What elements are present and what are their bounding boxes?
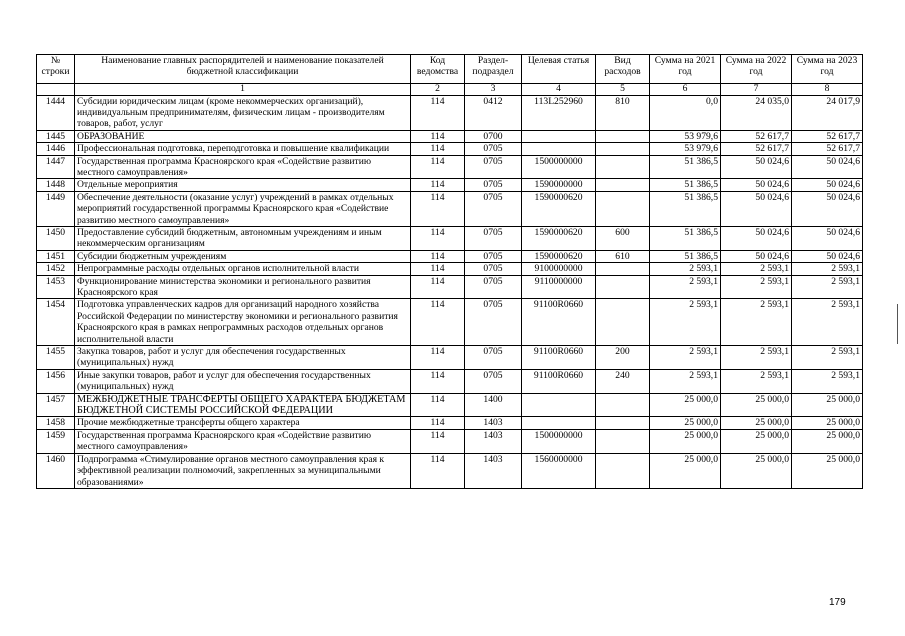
row-department-code: 114 <box>411 143 465 155</box>
row-number: 1448 <box>37 179 75 191</box>
table-row <box>37 155 863 179</box>
row-sum-2021: 0,0 <box>650 95 721 130</box>
row-expense-type <box>596 417 650 429</box>
row-number: 1449 <box>37 191 75 226</box>
row-target-article: 113L252960 <box>522 95 596 130</box>
row-sum-2023: 2 593,1 <box>792 369 863 393</box>
table-row <box>37 191 863 226</box>
row-number: 1456 <box>37 369 75 393</box>
row-expense-type <box>596 393 650 417</box>
row-sum-2021: 25 000,0 <box>650 393 721 417</box>
row-sum-2022: 2 593,1 <box>721 346 792 370</box>
column-number: 5 <box>596 84 650 96</box>
row-sum-2023: 2 593,1 <box>792 299 863 346</box>
table-row <box>37 263 863 275</box>
row-name: Подготовка управленческих кадров для организаций народного хозяйства Российской Федерации по министерству экономики и регионального развития Красноярского края в рамках непрограммных расходов отдельных органов исполнительной власти <box>75 299 411 346</box>
row-section: 0705 <box>465 143 522 155</box>
row-sum-2022: 2 593,1 <box>721 275 792 299</box>
row-expense-type: 600 <box>596 226 650 250</box>
row-number: 1445 <box>37 130 75 142</box>
row-sum-2022: 25 000,0 <box>721 453 792 488</box>
header-sum-2021: Сумма на 2021 год <box>650 55 721 84</box>
row-name: Подпрограмма «Стимулирование органов местного самоуправления края к эффективной реализации полномочий, закрепленных за муниципальными образованиями» <box>75 453 411 488</box>
row-section: 0705 <box>465 179 522 191</box>
row-section: 1403 <box>465 417 522 429</box>
row-expense-type <box>596 191 650 226</box>
row-name: Отдельные мероприятия <box>75 179 411 191</box>
row-number: 1459 <box>37 429 75 453</box>
row-department-code: 114 <box>411 263 465 275</box>
row-department-code: 114 <box>411 429 465 453</box>
header-sum-2022: Сумма на 2022 год <box>721 55 792 84</box>
row-sum-2022: 50 024,6 <box>721 179 792 191</box>
row-sum-2023: 2 593,1 <box>792 275 863 299</box>
row-department-code: 114 <box>411 275 465 299</box>
row-department-code: 114 <box>411 369 465 393</box>
row-section: 0705 <box>465 226 522 250</box>
row-name: Непрограммные расходы отдельных органов исполнительной власти <box>75 263 411 275</box>
row-sum-2023: 50 024,6 <box>792 179 863 191</box>
column-number: 7 <box>721 84 792 96</box>
row-department-code: 114 <box>411 95 465 130</box>
row-target-article: 1560000000 <box>522 453 596 488</box>
row-name: МЕЖБЮДЖЕТНЫЕ ТРАНСФЕРТЫ ОБЩЕГО ХАРАКТЕРА БЮДЖЕТАМ БЮДЖЕТНОЙ СИСТЕМЫ РОССИЙСКОЙ ФЕДЕРАЦИИ <box>75 393 411 417</box>
row-number: 1450 <box>37 226 75 250</box>
table-row <box>37 95 863 130</box>
row-sum-2021: 25 000,0 <box>650 417 721 429</box>
row-section: 0700 <box>465 130 522 142</box>
row-sum-2022: 2 593,1 <box>721 299 792 346</box>
column-number: 6 <box>650 84 721 96</box>
header-sum-2023: Сумма на 2023 год <box>792 55 863 84</box>
row-sum-2022: 2 593,1 <box>721 369 792 393</box>
row-expense-type <box>596 130 650 142</box>
row-sum-2023: 52 617,7 <box>792 143 863 155</box>
row-department-code: 114 <box>411 191 465 226</box>
row-target-article: 1590000620 <box>522 226 596 250</box>
row-section: 0705 <box>465 369 522 393</box>
row-sum-2021: 53 979,6 <box>650 130 721 142</box>
row-sum-2022: 2 593,1 <box>721 263 792 275</box>
row-number: 1454 <box>37 299 75 346</box>
row-department-code: 114 <box>411 155 465 179</box>
row-section: 0705 <box>465 155 522 179</box>
row-target-article <box>522 143 596 155</box>
scan-edge-mark <box>897 304 898 344</box>
table-row <box>37 250 863 262</box>
row-section: 1403 <box>465 453 522 488</box>
row-expense-type: 810 <box>596 95 650 130</box>
row-number: 1455 <box>37 346 75 370</box>
table-row <box>37 299 863 346</box>
row-number: 1451 <box>37 250 75 262</box>
row-sum-2022: 50 024,6 <box>721 191 792 226</box>
row-name: Обеспечение деятельности (оказание услуг) учреждений в рамках отдельных мероприятий государственной программы Красноярского края «Содействие развитию местного самоуправления» <box>75 191 411 226</box>
row-section: 0705 <box>465 263 522 275</box>
row-sum-2023: 2 593,1 <box>792 346 863 370</box>
row-section: 0412 <box>465 95 522 130</box>
header-target-article: Целевая статья <box>522 55 596 84</box>
row-number: 1457 <box>37 393 75 417</box>
row-sum-2022: 25 000,0 <box>721 429 792 453</box>
header-name: Наименование главных распорядителей и наименование показателей бюджетной классификации <box>75 55 411 84</box>
row-department-code: 114 <box>411 393 465 417</box>
row-sum-2023: 25 000,0 <box>792 453 863 488</box>
row-sum-2021: 2 593,1 <box>650 346 721 370</box>
row-sum-2021: 51 386,5 <box>650 250 721 262</box>
row-sum-2022: 50 024,6 <box>721 250 792 262</box>
row-name: Субсидии юридическим лицам (кроме некоммерческих организаций), индивидуальным предпринимателям, физическим лицам - производителям товаров, работ, услуг <box>75 95 411 130</box>
table-body <box>37 95 863 488</box>
row-sum-2022: 52 617,7 <box>721 143 792 155</box>
row-expense-type <box>596 453 650 488</box>
row-sum-2021: 53 979,6 <box>650 143 721 155</box>
row-sum-2021: 51 386,5 <box>650 191 721 226</box>
row-number: 1452 <box>37 263 75 275</box>
row-name: Закупка товаров, работ и услуг для обеспечения государственных (муниципальных) нужд <box>75 346 411 370</box>
row-sum-2023: 25 000,0 <box>792 393 863 417</box>
row-target-article: 91100R0660 <box>522 299 596 346</box>
row-section: 0705 <box>465 250 522 262</box>
table-row <box>37 453 863 488</box>
row-expense-type <box>596 179 650 191</box>
row-target-article: 91100R0660 <box>522 346 596 370</box>
column-number: 2 <box>411 84 465 96</box>
row-department-code: 114 <box>411 453 465 488</box>
header-row-number: № строки <box>37 55 75 84</box>
row-expense-type <box>596 143 650 155</box>
table-row <box>37 393 863 417</box>
row-number: 1453 <box>37 275 75 299</box>
row-section: 0705 <box>465 275 522 299</box>
row-sum-2021: 51 386,5 <box>650 226 721 250</box>
column-number: 1 <box>75 84 411 96</box>
table-row <box>37 226 863 250</box>
row-sum-2023: 50 024,6 <box>792 250 863 262</box>
row-target-article <box>522 417 596 429</box>
row-sum-2021: 25 000,0 <box>650 453 721 488</box>
row-name: ОБРАЗОВАНИЕ <box>75 130 411 142</box>
row-number: 1458 <box>37 417 75 429</box>
row-department-code: 114 <box>411 299 465 346</box>
table-row <box>37 179 863 191</box>
row-expense-type: 200 <box>596 346 650 370</box>
row-name: Профессиональная подготовка, переподготовка и повышение квалификации <box>75 143 411 155</box>
table-row <box>37 417 863 429</box>
row-department-code: 114 <box>411 226 465 250</box>
table-row <box>37 369 863 393</box>
row-target-article: 1500000000 <box>522 155 596 179</box>
row-target-article: 1590000620 <box>522 250 596 262</box>
row-number: 1444 <box>37 95 75 130</box>
row-sum-2021: 2 593,1 <box>650 369 721 393</box>
row-expense-type <box>596 429 650 453</box>
row-sum-2022: 24 035,0 <box>721 95 792 130</box>
row-sum-2023: 50 024,6 <box>792 226 863 250</box>
row-sum-2022: 25 000,0 <box>721 417 792 429</box>
row-sum-2021: 2 593,1 <box>650 299 721 346</box>
column-number: 4 <box>522 84 596 96</box>
row-sum-2022: 25 000,0 <box>721 393 792 417</box>
row-section: 1400 <box>465 393 522 417</box>
table-row <box>37 275 863 299</box>
row-name: Государственная программа Красноярского края «Содействие развитию местного самоуправления» <box>75 155 411 179</box>
row-sum-2023: 50 024,6 <box>792 191 863 226</box>
page-number: 179 <box>829 597 846 608</box>
row-target-article: 1500000000 <box>522 429 596 453</box>
row-target-article: 9100000000 <box>522 263 596 275</box>
row-sum-2023: 50 024,6 <box>792 155 863 179</box>
row-department-code: 114 <box>411 346 465 370</box>
row-expense-type: 610 <box>596 250 650 262</box>
row-department-code: 114 <box>411 179 465 191</box>
row-name: Предоставление субсидий бюджетным, автономным учреждениям и иным некоммерческим организациям <box>75 226 411 250</box>
row-sum-2022: 50 024,6 <box>721 155 792 179</box>
column-number: 3 <box>465 84 522 96</box>
row-section: 0705 <box>465 346 522 370</box>
row-expense-type <box>596 275 650 299</box>
row-expense-type <box>596 299 650 346</box>
row-target-article: 91100R0660 <box>522 369 596 393</box>
row-name: Субсидии бюджетным учреждениям <box>75 250 411 262</box>
header-section: Раздел-подраздел <box>465 55 522 84</box>
row-department-code: 114 <box>411 250 465 262</box>
budget-table <box>36 54 863 489</box>
column-number: 8 <box>792 84 863 96</box>
row-name: Прочие межбюджетные трансферты общего характера <box>75 417 411 429</box>
row-name: Иные закупки товаров, работ и услуг для обеспечения государственных (муниципальных) нужд <box>75 369 411 393</box>
row-sum-2021: 51 386,5 <box>650 179 721 191</box>
row-section: 0705 <box>465 191 522 226</box>
row-sum-2022: 50 024,6 <box>721 226 792 250</box>
header-row <box>37 55 863 84</box>
row-expense-type <box>596 155 650 179</box>
row-number: 1446 <box>37 143 75 155</box>
row-sum-2021: 51 386,5 <box>650 155 721 179</box>
row-target-article: 9110000000 <box>522 275 596 299</box>
row-section: 1403 <box>465 429 522 453</box>
table-row <box>37 130 863 142</box>
row-target-article <box>522 130 596 142</box>
row-sum-2022: 52 617,7 <box>721 130 792 142</box>
row-department-code: 114 <box>411 130 465 142</box>
header-expense-type: Вид расходов <box>596 55 650 84</box>
row-sum-2023: 24 017,9 <box>792 95 863 130</box>
row-sum-2021: 25 000,0 <box>650 429 721 453</box>
row-target-article <box>522 393 596 417</box>
column-number-blank <box>37 84 75 96</box>
row-name: Государственная программа Красноярского края «Содействие развитию местного самоуправления» <box>75 429 411 453</box>
row-sum-2023: 52 617,7 <box>792 130 863 142</box>
row-expense-type: 240 <box>596 369 650 393</box>
row-number: 1460 <box>37 453 75 488</box>
row-expense-type <box>596 263 650 275</box>
row-sum-2021: 2 593,1 <box>650 275 721 299</box>
row-target-article: 1590000620 <box>522 191 596 226</box>
row-target-article: 1590000000 <box>522 179 596 191</box>
row-sum-2023: 25 000,0 <box>792 429 863 453</box>
row-sum-2023: 2 593,1 <box>792 263 863 275</box>
header-department-code: Код ведомства <box>411 55 465 84</box>
column-number-row <box>37 84 863 96</box>
row-sum-2021: 2 593,1 <box>650 263 721 275</box>
row-sum-2023: 25 000,0 <box>792 417 863 429</box>
table-row <box>37 429 863 453</box>
row-name: Функционирование министерства экономики и регионального развития Красноярского края <box>75 275 411 299</box>
row-number: 1447 <box>37 155 75 179</box>
row-section: 0705 <box>465 299 522 346</box>
row-department-code: 114 <box>411 417 465 429</box>
table-row <box>37 346 863 370</box>
table-row <box>37 143 863 155</box>
